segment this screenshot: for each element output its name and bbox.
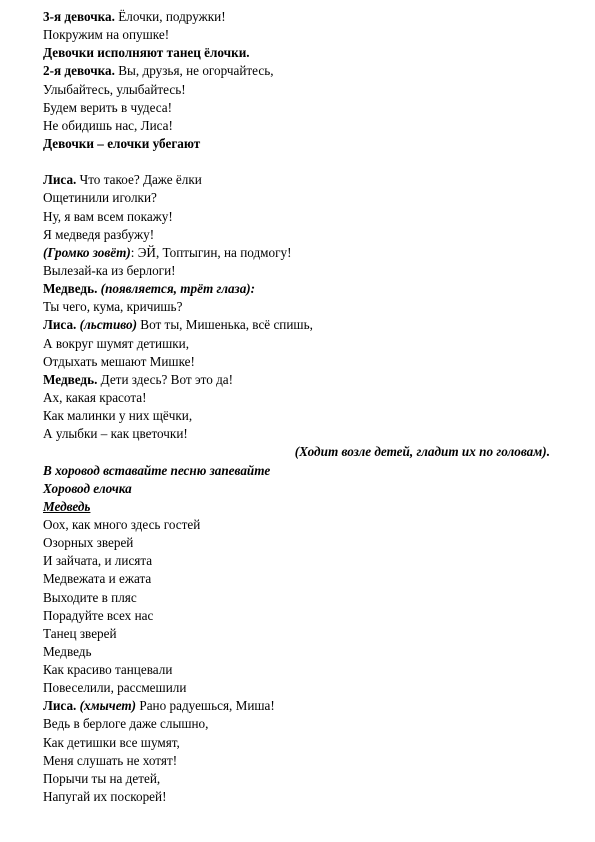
stage-direction-inline: (Громко зовёт) bbox=[43, 244, 131, 260]
text-line: Улыбайтесь, улыбайтесь! bbox=[43, 81, 186, 97]
line-text: : ЭЙ, Топтыгин, на подмогу! bbox=[130, 244, 292, 260]
line-text: Что такое? Даже ёлки bbox=[76, 172, 202, 188]
speaker-label: Медведь. bbox=[43, 371, 98, 387]
line-text: Рано радуешься, Миша! bbox=[136, 698, 275, 714]
speaker-label: 2-я девочка. bbox=[43, 63, 115, 79]
line-text: Вы, друзья, не огорчайтесь, bbox=[114, 63, 274, 79]
text-line: Как красиво танцевали bbox=[43, 662, 173, 678]
song-title: Хоровод елочка bbox=[43, 480, 132, 496]
line-text: Ёлочки, подружки! bbox=[114, 9, 226, 24]
text-line: Ведь в берлоге даже слышно, bbox=[43, 716, 209, 732]
speaker-heading: Медведь bbox=[43, 643, 92, 659]
text-line bbox=[43, 62, 553, 80]
speaker-label: Медведь. bbox=[43, 281, 98, 297]
text-line: И зайчата, и лисята bbox=[43, 553, 153, 569]
blank-line bbox=[43, 153, 553, 171]
text-line: Я медведя разбужу! bbox=[43, 226, 155, 242]
text-line bbox=[43, 244, 553, 262]
speaker-label: Лиса. bbox=[43, 698, 77, 714]
speaker-label: Лиса. bbox=[43, 317, 77, 333]
text-line: Ты чего, кума, кричишь? bbox=[43, 299, 183, 315]
text-line bbox=[43, 697, 553, 715]
stage-direction: (Ходит возле детей, гладит их по головам). bbox=[294, 444, 550, 460]
text-line: Как детишки все шумят, bbox=[43, 734, 180, 750]
text-line: А улыбки – как цветочки! bbox=[43, 426, 188, 442]
stage-direction: Девочки исполняют танец ёлочки. bbox=[43, 45, 250, 61]
text-line: Выходите в пляс bbox=[43, 589, 137, 605]
stage-direction-inline: (хмычет) bbox=[76, 698, 137, 714]
text-line: Медвежата и ежата bbox=[43, 571, 152, 587]
script-text bbox=[43, 8, 553, 806]
speaker-label: 3-я девочка. bbox=[43, 9, 115, 24]
text-line: Ощетинили иголки? bbox=[43, 190, 157, 206]
text-line: Покружим на опушке! bbox=[43, 27, 170, 43]
text-line: Ах, какая красота! bbox=[43, 389, 147, 405]
text-line: Танец зверей bbox=[43, 625, 117, 641]
text-line: Порычи ты на детей, bbox=[43, 770, 161, 786]
stage-direction-inline: (появляется, трёт глаза): bbox=[97, 281, 256, 297]
speaker-heading: Медведь bbox=[43, 498, 91, 514]
line-text: Дети здесь? Вот это да! bbox=[97, 371, 234, 387]
text-line: Будем верить в чудеса! bbox=[43, 99, 173, 115]
text-line: Напугай их поскорей! bbox=[43, 789, 167, 805]
text-line: Не обидишь нас, Лиса! bbox=[43, 117, 173, 133]
speaker-label: Лиса. bbox=[43, 172, 77, 188]
text-line: Вылезай-ка из берлоги! bbox=[43, 262, 176, 278]
stage-direction-inline: (льстиво) bbox=[76, 317, 137, 333]
stage-direction: В хоровод вставайте песню запевайте bbox=[43, 462, 271, 478]
line-text: Вот ты, Мишенька, всё спишь, bbox=[136, 317, 313, 333]
text-line bbox=[43, 171, 553, 189]
text-line bbox=[43, 8, 553, 26]
text-line: Как малинки у них щёчки, bbox=[43, 408, 193, 424]
text-line: Повеселили, рассмешили bbox=[43, 680, 187, 696]
text-line bbox=[43, 371, 553, 389]
text-line: Ну, я вам всем покажу! bbox=[43, 208, 173, 224]
text-line bbox=[43, 316, 553, 334]
text-line: Меня слушать не хотят! bbox=[43, 752, 178, 768]
text-line: Порадуйте всех нас bbox=[43, 607, 154, 623]
text-line: А вокруг шумят детишки, bbox=[43, 335, 190, 351]
text-line bbox=[43, 280, 553, 298]
stage-direction: Девочки – елочки убегают bbox=[43, 135, 201, 151]
text-line: Оох, как много здесь гостей bbox=[43, 516, 201, 532]
text-line: Озорных зверей bbox=[43, 535, 134, 551]
text-line: Отдыхать мешают Мишке! bbox=[43, 353, 195, 369]
